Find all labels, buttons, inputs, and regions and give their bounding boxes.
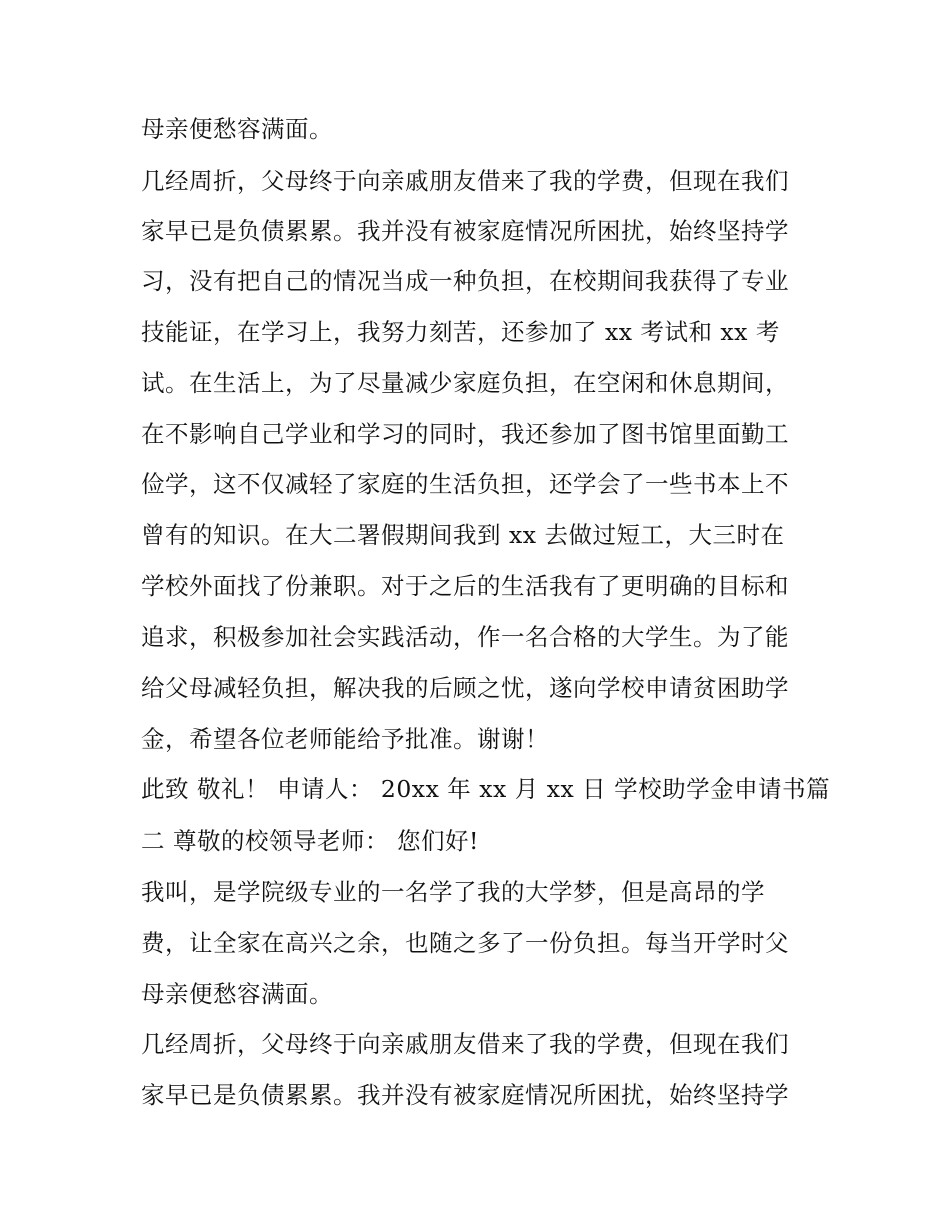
text-line: 在不影响自己学业和学习的同时，我还参加了图书馆里面勤工 bbox=[141, 420, 789, 448]
text-line: 曾有的知识。在大二署假期间我到 xx 去做过短工，大三时在 bbox=[141, 521, 785, 549]
text-line: 试。在生活上，为了尽量减少家庭负担，在空闲和休息期间， bbox=[141, 369, 789, 397]
text-line: 此致 敬礼！ 申请人： 20xx 年 xx 月 xx 日 学校助学金申请书篇 bbox=[141, 775, 831, 803]
text-line: 费，让全家在高兴之余，也随之多了一份负担。每当开学时父 bbox=[141, 929, 789, 957]
text-line: 金，希望各位老师能给予批准。谢谢！ bbox=[141, 725, 549, 753]
text-line: 母亲便愁容满面。 bbox=[141, 115, 333, 143]
text-line: 俭学，这不仅减轻了家庭的生活负担，还学会了一些书本上不 bbox=[141, 470, 789, 498]
text-line: 家早已是负债累累。我并没有被家庭情况所困扰，始终坚持学 bbox=[141, 1081, 789, 1109]
text-line: 追求，积极参加社会实践活动，作一名合格的大学生。为了能 bbox=[141, 623, 789, 651]
text-line: 几经周折，父母终于向亲戚朋友借来了我的学费，但现在我们 bbox=[141, 167, 789, 195]
text-line: 习，没有把自己的情况当成一种负担，在校期间我获得了专业 bbox=[141, 267, 789, 295]
text-line: 母亲便愁容满面。 bbox=[141, 980, 333, 1008]
text-line: 技能证，在学习上，我努力刻苦，还参加了 xx 考试和 xx 考 bbox=[141, 318, 780, 346]
text-line: 给父母减轻负担，解决我的后顾之忧，遂向学校申请贫困助学 bbox=[141, 674, 789, 702]
text-line: 几经周折，父母终于向亲戚朋友借来了我的学费，但现在我们 bbox=[141, 1030, 789, 1058]
text-line: 学校外面找了份兼职。对于之后的生活我有了更明确的目标和 bbox=[141, 572, 789, 600]
text-line: 家早已是负债累累。我并没有被家庭情况所困扰，始终坚持学 bbox=[141, 217, 789, 245]
text-line: 二 尊敬的校领导老师： 您们好! bbox=[141, 827, 479, 855]
text-line: 我叫，是学院级专业的一名学了我的大学梦，但是高昂的学 bbox=[141, 878, 765, 906]
